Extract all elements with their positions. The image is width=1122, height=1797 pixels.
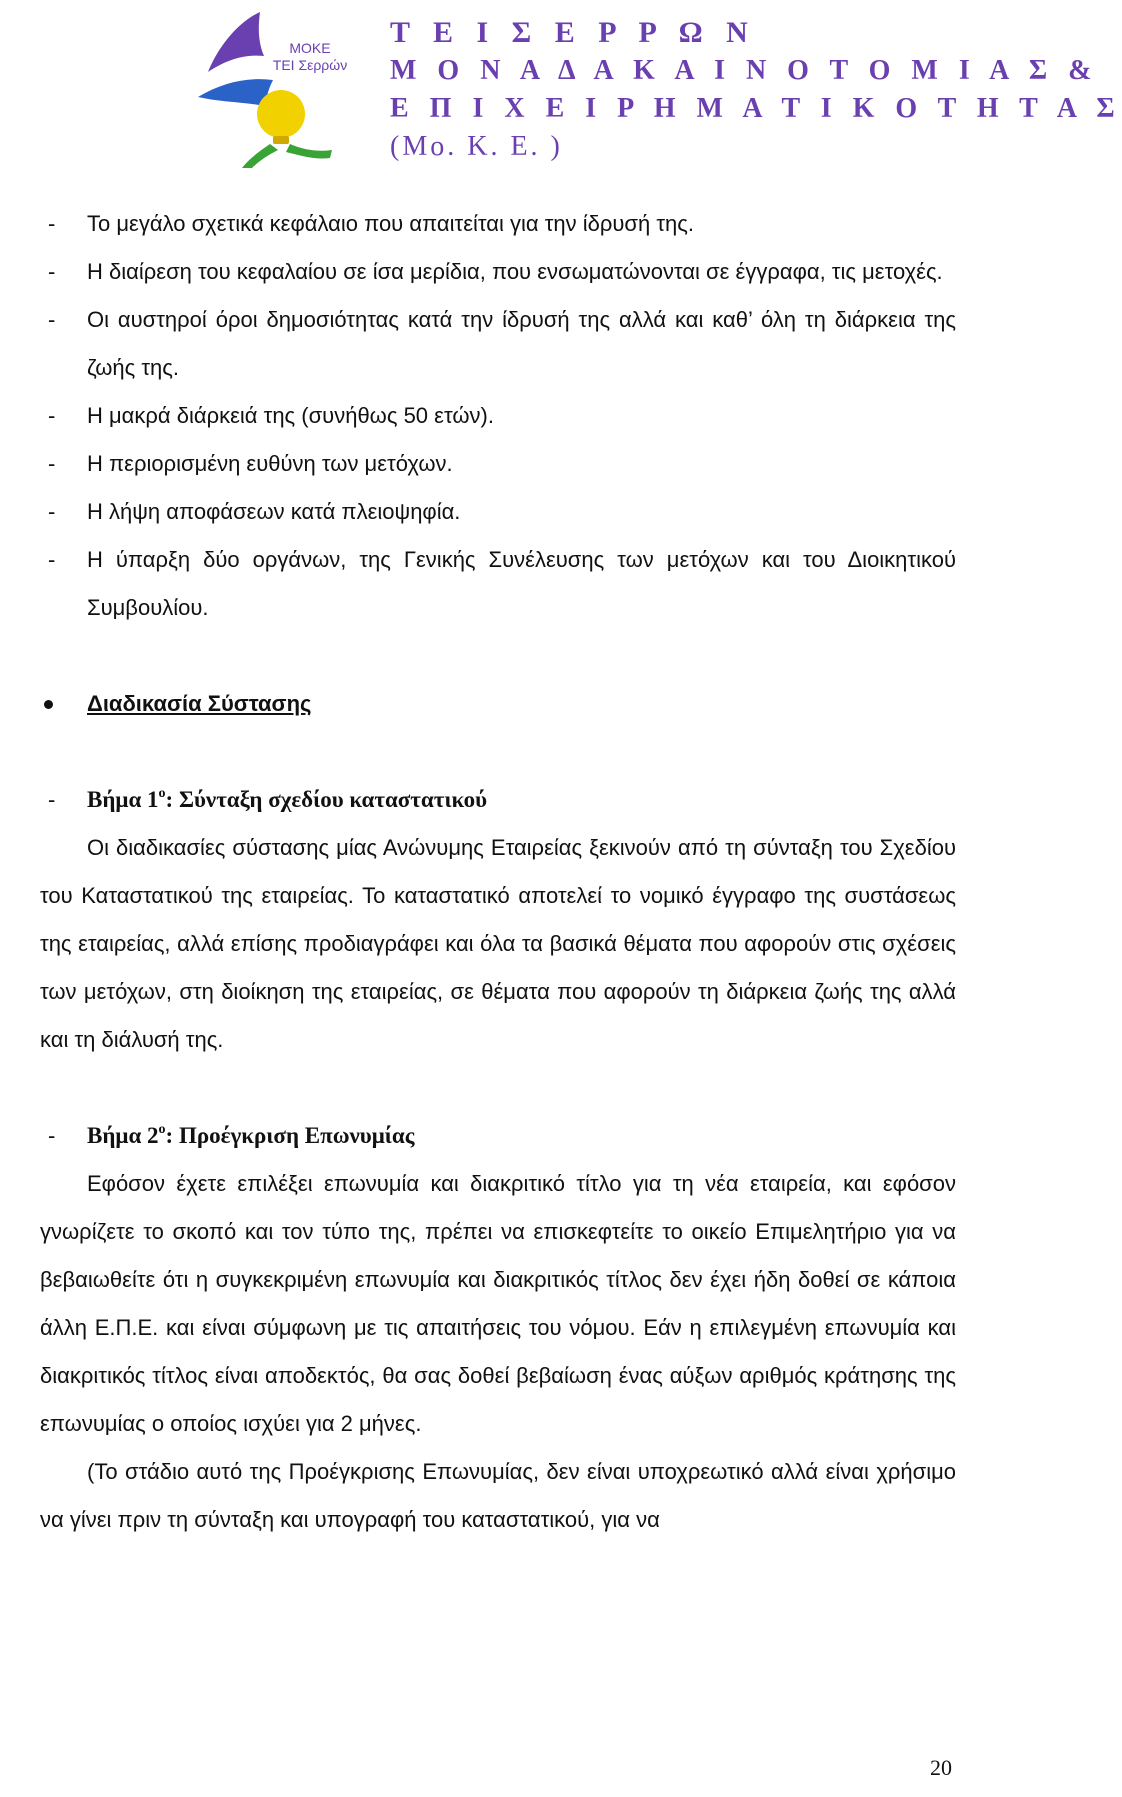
list-item-text: Οι αυστηροί όροι δημοσιότητας κατά την ίδρυσή της αλλά και καθ’ όλη τη διάρκεια της ζωής της. [87, 307, 956, 380]
logo-text-line1: ΜΟΚΕ [289, 40, 331, 56]
page-header [0, 0, 1122, 180]
dash-marker: - [48, 787, 56, 812]
step-1-prefix: Βήμα 1 [87, 787, 159, 812]
dash-marker: - [48, 1123, 56, 1148]
list-item-text: Το μεγάλο σχετικά κεφάλαιο που απαιτείται για την ίδρυσή της. [87, 211, 694, 236]
dash-marker: - [48, 403, 56, 428]
dash-marker: - [48, 499, 56, 524]
org-title-line2: Μ Ο Ν Α Δ Α Κ Α Ι Ν Ο Τ Ο Μ Ι Α Σ & [390, 55, 1099, 86]
step-1-paragraph: Οι διαδικασίες σύστασης μίας Ανώνυμης Εταιρείας ξεκινούν από τη σύνταξη του Σχεδίου του Καταστατικού της εταιρείας. Το καταστατικό αποτελεί το νομικό έγγραφο της συστάσεως της εταιρείας, αλλά επίσης προδιαγράφει και όλα τα βασικά θέματα που αφορούν στις σχέσεις των μετόχων, στη διοίκηση της εταιρείας, σε θέματα που αφορούν τη διάρκεια ζωής της αλλά και τη διάλυσή της. [40, 835, 956, 1052]
step-2-paragraph-2: (Το στάδιο αυτό της Προέγκρισης Επωνυμίας, δεν είναι υποχρεωτικό αλλά είναι χρήσιμο να γίνει πριν τη σύνταξη και υπογραφή του καταστατικού, για να [40, 1459, 956, 1532]
step-2-title: : Προέγκριση Επωνυμίας [165, 1123, 415, 1148]
list-item-text: Η περιορισμένη ευθύνη των μετόχων. [87, 451, 453, 476]
dash-marker: - [48, 307, 56, 332]
logo-text [245, 40, 375, 74]
section-heading [40, 680, 956, 728]
org-title-line4: (Μο. Κ. Ε. ) [390, 131, 563, 162]
step-1-title: : Σύνταξη σχεδίου καταστατικού [165, 787, 488, 812]
list-item [40, 440, 956, 488]
dash-marker: - [48, 547, 56, 572]
step-2-prefix: Βήμα 2 [87, 1123, 159, 1148]
list-item [40, 392, 956, 440]
moke-logo [178, 2, 368, 170]
org-title-line3: Ε Π Ι Χ Ε Ι Ρ Η Μ Α Τ Ι Κ Ο Τ Η Τ Α Σ [390, 93, 1122, 124]
list-item-text: Η λήψη αποφάσεων κατά πλειοψηφία. [87, 499, 461, 524]
step-1-ordinal: ο [158, 786, 166, 801]
page-number: 20 [930, 1755, 952, 1780]
organization-title [390, 14, 1122, 166]
logo-text-line2: ΤΕΙ Σερρών [272, 57, 348, 73]
dash-marker: - [48, 451, 56, 476]
section-heading-text: Διαδικασία Σύστασης [87, 691, 312, 716]
org-title-line1: Τ Ε Ι Σ Ε Ρ Ρ Ω Ν [390, 16, 756, 49]
step-2-paragraph-1: Εφόσον έχετε επιλέξει επωνυμία και διακριτικό τίτλο για τη νέα εταιρεία, και εφόσον γνωρίζετε το σκοπό και τον τύπο της, πρέπει να επισκεφτείτε το οικείο Επιμελητήριο για να βεβαιωθείτε ότι η συγκεκριμένη επωνυμία και διακριτικός τίτλος δεν έχει ήδη δοθεί σε κάποια άλλη Ε.Π.Ε. και είναι σύμφωνη με τις απαιτήσεις του νόμου. Εάν η επιλεγμένη επωνυμία και διακριτικός τίτλος είναι αποδεκτός, θα σας δοθεί βεβαίωση ένας αύξων αριθμός κράτησης της επωνυμίας ο οποίος ισχύει για 2 μήνες. [40, 1171, 956, 1436]
list-item [40, 248, 956, 296]
list-item-text: Η μακρά διάρκειά της (συνήθως 50 ετών). [87, 403, 494, 428]
list-item [40, 488, 956, 536]
bullet-dot-icon [44, 700, 53, 709]
list-item-text: Η διαίρεση του κεφαλαίου σε ίσα μερίδια, που ενσωματώνονται σε έγγραφα, τις μετοχές. [87, 259, 943, 284]
step-2-ordinal: ο [158, 1122, 166, 1137]
step-1-heading [40, 776, 956, 824]
list-item [40, 296, 956, 392]
dash-marker: - [48, 259, 56, 284]
document-body [40, 200, 956, 1544]
step-2-heading [40, 1112, 956, 1160]
dash-marker: - [48, 211, 56, 236]
list-item-text: Η ύπαρξη δύο οργάνων, της Γενικής Συνέλευσης των μετόχων και του Διοικητικού Συμβουλίου. [87, 547, 956, 620]
list-item [40, 200, 956, 248]
list-item [40, 536, 956, 632]
